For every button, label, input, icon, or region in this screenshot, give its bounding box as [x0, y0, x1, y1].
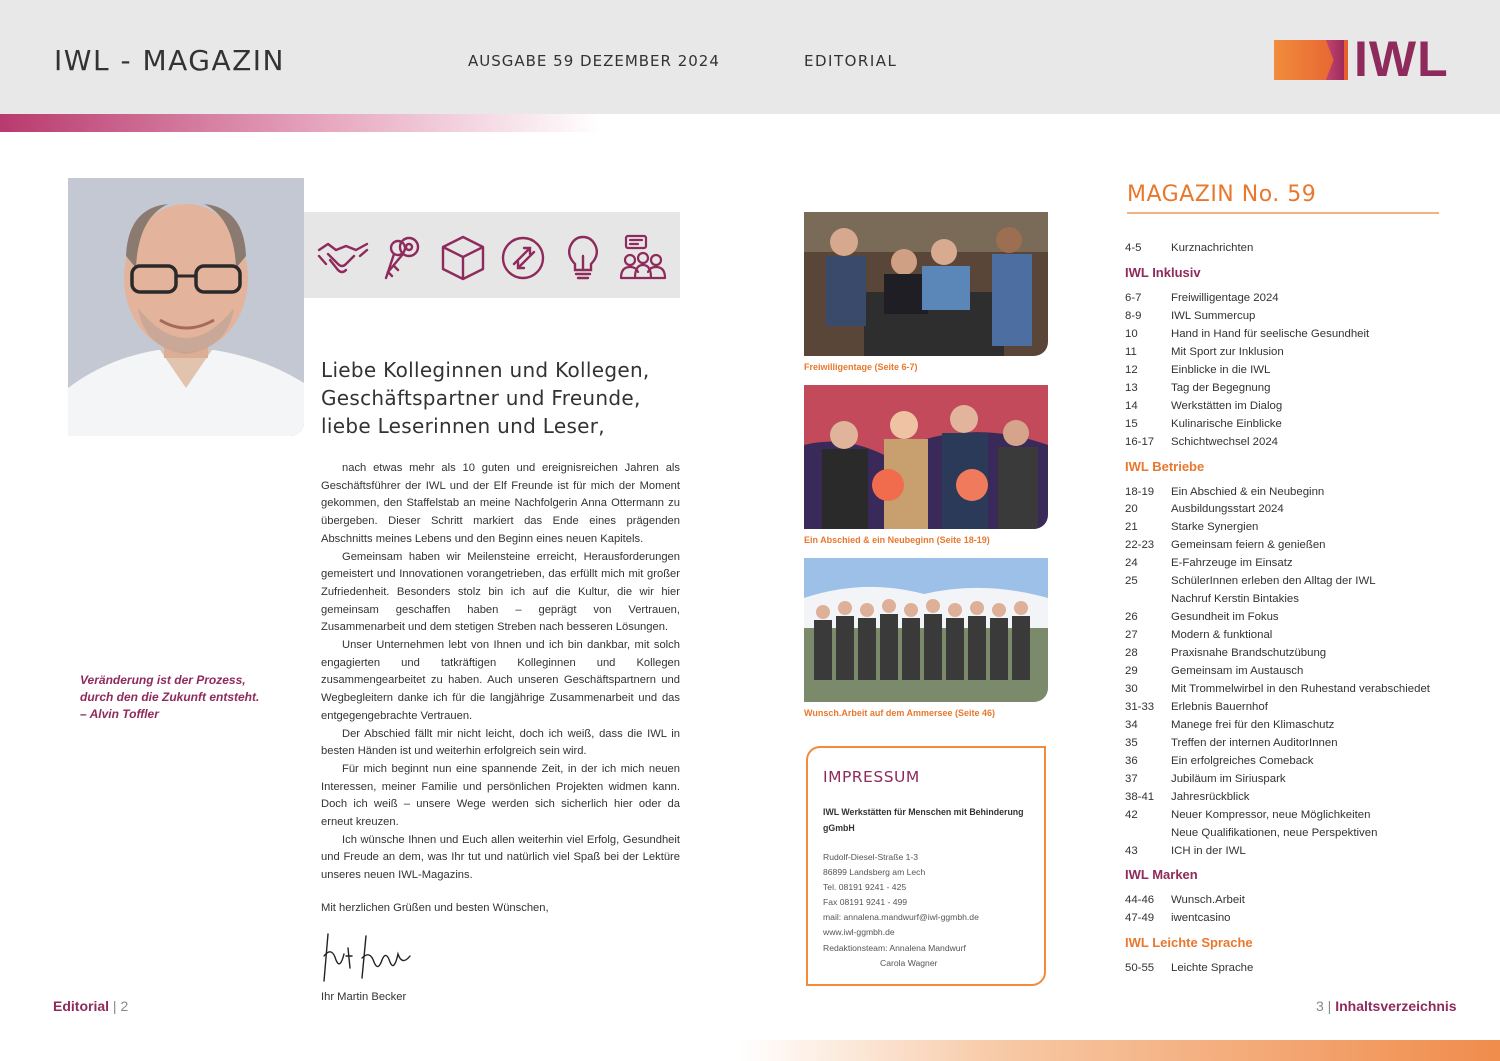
impressum-line: Fax 08191 9241 - 499 — [823, 897, 908, 908]
footer-section: Editorial — [53, 998, 110, 1014]
letter-body — [321, 460, 680, 885]
toc-page-number: 31-33 — [1125, 700, 1155, 713]
impressum-organization: IWL Werkstätten für Menschen mit Behinderung gGmbH — [823, 807, 1024, 833]
toc-page-number: 47-49 — [1125, 912, 1155, 925]
page-number: 3 — [1316, 998, 1324, 1014]
letter-paragraph: Unser Unternehmen lebt von Ihnen und ich bin dankbar, mit solch engagierten und tatkräftigen Kolleginnen und Kollegen zusammengearbeitet zu haben. Auch unseren Geschäftspartnern und Wegbegleitern danke ich für die langjährige Zusammenarbeit und das entgegengebrachte Vertrauen. — [321, 639, 680, 722]
signer-name: Ihr Martin Becker — [321, 991, 407, 1003]
toc-entry-title: Gemeinsam feiern & genießen — [1171, 539, 1326, 552]
toc-divider — [1127, 212, 1439, 214]
greeting-line: Liebe Kolleginnen und Kollegen, — [321, 358, 650, 382]
toc-entry — [1125, 912, 1231, 924]
toc-entry — [1125, 557, 1293, 569]
impressum-line: mail: annalena.mandwurf@iwl-ggmbh.de — [823, 912, 979, 923]
letter-paragraph: nach etwas mehr als 10 guten und ereignisreichen Jahren als Geschäftsführer der IWL und der Elf Freunde ist für mich der Moment gekommen, den Staffelstab an meine Nachfolgerin Anna Ottermann zu übergeben. Dieser Schritt markiert das Ende eines prägenden Abschnitts meines Lebens und den Beginn eines neuen Kapitels. — [321, 462, 680, 545]
toc-entry-title: Jubiläum im Siriuspark — [1171, 772, 1286, 785]
toc-page-number: 10 — [1125, 327, 1138, 340]
toc-page-number: 38-41 — [1125, 790, 1155, 803]
toc-entry — [1125, 328, 1369, 340]
toc-entry-title: Ein Abschied & ein Neubeginn — [1171, 485, 1325, 498]
impressum-line: Tel. 08191 9241 - 425 — [823, 882, 907, 893]
toc-page-number: 16-17 — [1125, 435, 1155, 448]
toc-page-number: 29 — [1125, 665, 1138, 677]
team-chat-icon — [616, 234, 670, 282]
footer-right: 3 | Inhaltsverzeichnis — [1316, 998, 1457, 1014]
toc-entry — [1125, 503, 1284, 515]
toc-entry — [1125, 364, 1270, 376]
magazine-title: IWL - MAGAZIN — [54, 44, 286, 77]
toc-page-number: 4-5 — [1125, 242, 1142, 254]
toc-entry — [1125, 755, 1313, 767]
toc-entry — [1125, 611, 1279, 623]
arrows-exchange-icon — [496, 234, 550, 282]
toc-page-number: 8-9 — [1125, 309, 1142, 322]
toc-page-number: 27 — [1125, 629, 1138, 642]
toc-entry-title: Ausbildungsstart 2024 — [1171, 503, 1284, 516]
toc-entry — [1125, 845, 1246, 857]
toc-entry-title: Werkstätten im Dialog — [1171, 399, 1283, 412]
issue-label: AUSGABE 59 DEZEMBER 2024 — [468, 52, 720, 70]
toc-page-number: 6-7 — [1125, 291, 1142, 304]
toc-page-number: 37 — [1125, 772, 1138, 785]
toc-page-number: 24 — [1125, 557, 1138, 570]
page-number: 2 — [120, 998, 129, 1014]
toc-entry — [1125, 486, 1324, 498]
toc-entry-title: Jahresrückblick — [1171, 790, 1250, 803]
toc-entry — [1125, 593, 1299, 605]
toc-page-number: 28 — [1125, 647, 1138, 660]
toc-page-number: 30 — [1125, 682, 1138, 695]
lightbulb-icon — [556, 234, 610, 282]
toc-entry-title: Freiwilligentage 2024 — [1171, 291, 1279, 304]
toc-entry-title: Leichte Sprache — [1171, 962, 1254, 975]
toc-entry-title: Nachruf Kerstin Bintakies — [1171, 593, 1299, 606]
toc-section-heading: IWL Leichte Sprache — [1125, 935, 1253, 951]
toc-entry — [1125, 894, 1245, 906]
impressum-line: Carola Wagner — [880, 957, 938, 968]
photo-caption: Ein Abschied & ein Neubeginn (Seite 18-19) — [804, 535, 990, 545]
letter-paragraph: Der Abschied fällt mir nicht leicht, doch ich weiß, dass die IWL in besten Händen ist und weiterhin erfolgreich sein wird. — [321, 727, 680, 758]
toc-entry-title: Neuer Kompressor, neue Möglichkeiten — [1171, 808, 1371, 821]
photo-abschied-neubeginn — [804, 385, 1048, 529]
toc-entry — [1125, 418, 1282, 430]
toc-entry-title: Tag der Begegnung — [1171, 381, 1271, 394]
impressum-details — [823, 850, 979, 971]
toc-entry-title: Modern & funktional — [1171, 629, 1273, 642]
portrait-photo — [68, 178, 304, 436]
toc-entry-title: Einblicke in die IWL — [1171, 363, 1271, 376]
header-gradient-bar — [0, 114, 600, 132]
toc-entry-title: Schichtwechsel 2024 — [1171, 435, 1279, 448]
toc-entry-title: Hand in Hand für seelische Gesundheit — [1171, 327, 1370, 340]
toc-page-number: 14 — [1125, 399, 1138, 412]
toc-entry — [1125, 962, 1253, 974]
letter-paragraph: Für mich beginnt nun eine spannende Zeit, in der ich mich neuen Interessen, meiner Familie und persönlichen Projekten widmen kann. Doch ich weiß – unsere Wege werden sich sicherlich hier oder da erneut kreuzen. — [321, 762, 680, 829]
toc-entry — [1125, 436, 1278, 448]
toc-page-number: 25 — [1125, 575, 1138, 588]
toc-entry-title: E-Fahrzeuge im Einsatz — [1171, 557, 1293, 570]
toc-entry-title: SchülerInnen erleben den Alltag der IWL — [1171, 575, 1376, 588]
toc-entry-title: Kurznachrichten — [1171, 242, 1254, 254]
toc-entry — [1125, 521, 1258, 533]
quote-line: durch den die Zukunft entsteht. — [80, 690, 260, 704]
toc-entry-title: Mit Trommelwirbel in den Ruhestand verabschiedet — [1171, 682, 1430, 695]
section-label: EDITORIAL — [804, 52, 898, 70]
impressum-line: Rudolf-Diesel-Straße 1-3 — [823, 852, 919, 862]
toc-entry — [1125, 242, 1253, 254]
toc-page-number: 50-55 — [1125, 962, 1155, 975]
toc-entry-title: Neue Qualifikationen, neue Perspektiven — [1171, 826, 1378, 839]
toc-page-number: 22-23 — [1125, 539, 1155, 552]
toc-entry — [1125, 629, 1272, 641]
toc-entry-title: iwentcasino — [1171, 912, 1231, 925]
greeting-line: liebe Leserinnen und Leser, — [321, 414, 605, 438]
toc-page-number: 42 — [1125, 808, 1138, 821]
toc-entry — [1125, 683, 1430, 695]
quote-line: Veränderung ist der Prozess, — [80, 673, 246, 687]
greeting — [321, 356, 681, 440]
toc-page-number: 36 — [1125, 754, 1138, 767]
toc-section-heading: IWL Inklusiv — [1125, 264, 1201, 280]
pull-quote — [80, 672, 290, 723]
impressum-line: 86899 Landsberg am Lech — [823, 867, 926, 878]
toc-page-number: 11 — [1125, 345, 1137, 358]
toc-page-number: 13 — [1125, 381, 1138, 394]
toc-entry — [1125, 665, 1303, 677]
cube-icon — [436, 234, 490, 282]
photo-caption: Freiwilligentage (Seite 6-7) — [804, 362, 918, 372]
toc-entry-title: IWL Summercup — [1171, 309, 1256, 322]
photo-wunsch-arbeit — [804, 558, 1048, 702]
toc-title: MAGAZIN No. 59 — [1127, 182, 1317, 207]
logo-text: IWL — [1354, 31, 1449, 87]
toc-entry — [1125, 539, 1326, 551]
toc-page-number: 43 — [1125, 844, 1138, 857]
toc-entry — [1125, 701, 1268, 713]
toc-entry-title: Treffen der internen AuditorInnen — [1171, 736, 1338, 749]
toc-entry-title: ICH in der IWL — [1171, 844, 1246, 857]
toc-entry-title: Gesundheit im Fokus — [1171, 611, 1279, 624]
letter-paragraph: Gemeinsam haben wir Meilensteine erreicht, Herausforderungen gemeistert und Innovationen vorangetrieben, das erfüllt mich mit großer Zufriedenheit. Besonders stolz bin ich auf die Kultur, die wir hier gemeinsam geschaffen haben – geprägt von Vertrauen, Zusammenarbeit und dem stetigen Streben nach besseren Lösungen. — [321, 550, 680, 634]
letter-paragraph: Ich wünsche Ihnen und Euch allen weiterhin viel Erfolg, Gesundheit und Freude an dem, was Ihr tut und natürlich viel Spaß bei der Lektüre unseres neuen IWL-Magazins. — [321, 833, 680, 882]
toc-page-number: 34 — [1125, 718, 1138, 731]
toc-section-heading: IWL Marken — [1125, 867, 1198, 883]
icon-band — [304, 212, 680, 298]
toc-entry-title: Mit Sport zur Inklusion — [1171, 345, 1284, 358]
toc-entry — [1125, 292, 1279, 304]
toc-page-number: 15 — [1125, 417, 1138, 430]
letter-closing: Mit herzlichen Grüßen und besten Wünschen, — [321, 902, 549, 914]
greeting-line: Geschäftspartner und Freunde, — [321, 386, 641, 410]
toc-entry — [1125, 827, 1377, 839]
toc-page-number: 12 — [1125, 363, 1138, 376]
impressum-title: IMPRESSUM — [823, 768, 920, 786]
toc-page-number: 44-46 — [1125, 894, 1155, 907]
toc-entry — [1125, 575, 1376, 587]
toc-entry-title: Manege frei für den Klimaschutz — [1171, 718, 1335, 731]
impressum-box — [806, 746, 1046, 986]
toc-page-number: 35 — [1125, 736, 1138, 749]
toc-page-number: 20 — [1125, 503, 1138, 516]
toc-entry — [1125, 737, 1338, 749]
logo-mark-icon — [1274, 40, 1348, 80]
toc-entry — [1125, 346, 1284, 358]
impressum-line: Redaktionsteam: Annalena Mandwurf — [823, 942, 966, 953]
quote-author: – Alvin Toffler — [80, 707, 159, 721]
toc-entry — [1125, 382, 1270, 394]
toc-page-number: 18-19 — [1125, 485, 1155, 498]
toc-entry-title: Starke Synergien — [1171, 521, 1259, 534]
handshake-icon — [316, 234, 370, 282]
toc-entry-title: Kulinarische Einblicke — [1171, 417, 1282, 430]
toc-entry — [1125, 647, 1326, 659]
toc-page-number: 26 — [1125, 611, 1138, 624]
toc-entry-title: Gemeinsam im Austausch — [1171, 665, 1304, 677]
toc-entry — [1125, 791, 1250, 803]
photo-freiwilligentage — [804, 212, 1048, 356]
toc-page-number: 21 — [1125, 521, 1138, 534]
toc-entry — [1125, 773, 1286, 785]
toc-entry-title: Ein erfolgreiches Comeback — [1171, 754, 1314, 767]
iwl-logo — [1274, 31, 1449, 87]
toc-entry — [1125, 310, 1255, 322]
footer-section: Inhaltsverzeichnis — [1335, 998, 1457, 1014]
toc-entry-title: Praxisnahe Brandschutzübung — [1171, 647, 1327, 660]
photo-caption: Wunsch.Arbeit auf dem Ammersee (Seite 46) — [804, 708, 996, 718]
toc-entry — [1125, 719, 1334, 731]
toc-entry-title: Erlebnis Bauernhof — [1171, 700, 1268, 713]
impressum-line: www.iwl-ggmbh.de — [823, 927, 895, 938]
footer-gradient-bar — [740, 1040, 1500, 1061]
footer-left: Editorial | 2 — [53, 998, 129, 1014]
toc-entry-title: Wunsch.Arbeit — [1171, 894, 1245, 907]
toc-entry — [1125, 809, 1370, 821]
toc-section-heading: IWL Betriebe — [1125, 458, 1205, 474]
keys-icon — [376, 234, 430, 282]
toc-entry — [1125, 400, 1282, 412]
signature-image — [318, 926, 418, 986]
